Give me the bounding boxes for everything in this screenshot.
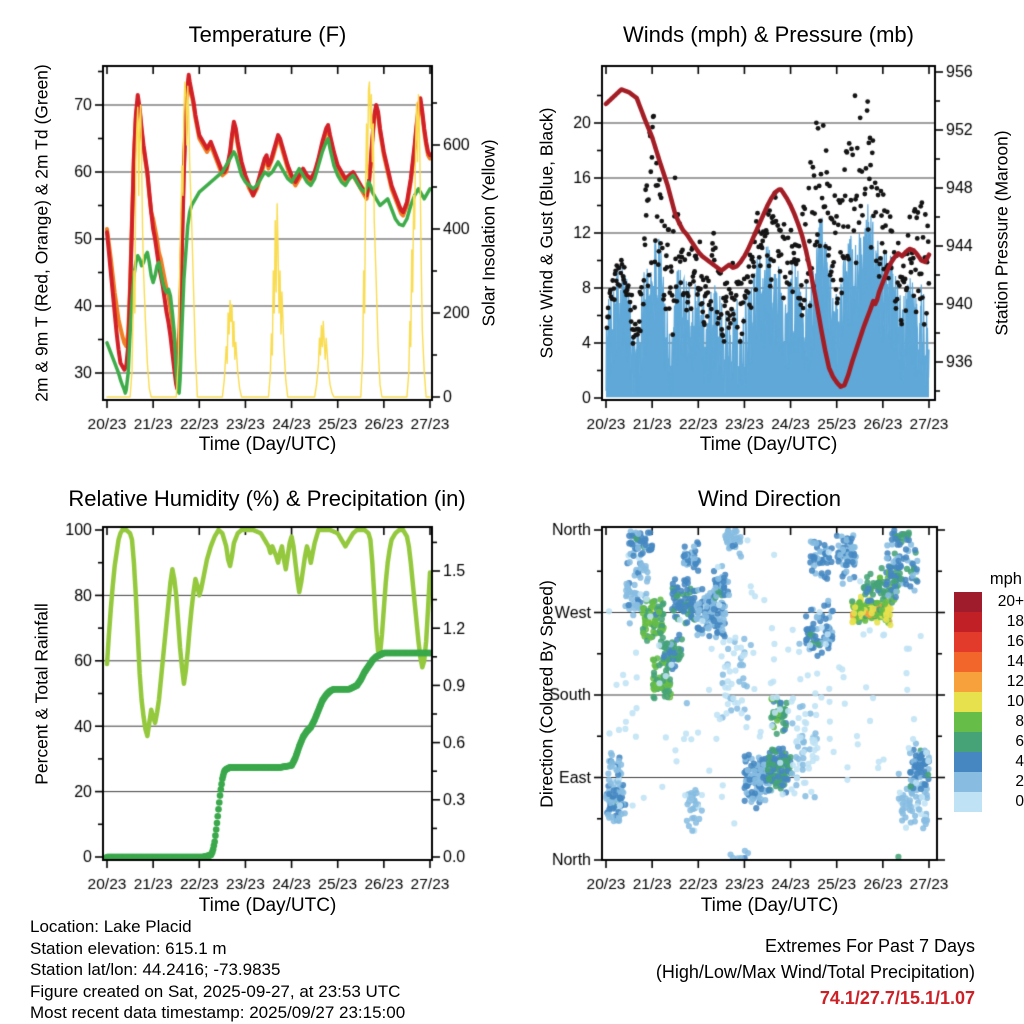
ylabel-pressure: Station Pressure (Maroon) (991, 130, 1012, 336)
colorbar (954, 570, 1024, 812)
colorbar-swatch (954, 712, 982, 732)
footer-created: Figure created on Sat, 2025-09-27, at 23:53 UTC (30, 981, 401, 1001)
colorbar-entry (954, 692, 1024, 712)
colorbar-label: 18 (1006, 613, 1024, 630)
extremes-block (656, 933, 975, 1011)
colorbar-label: 2 (1015, 773, 1024, 790)
xlabel-humidity: Time (Day/UTC) (198, 895, 337, 916)
colorbar-entry (954, 632, 1024, 652)
title-winds-pressure: Winds (mph) & Pressure (mb) (623, 22, 914, 47)
footer-location: Location: Lake Placid (30, 917, 192, 936)
ylabel-direction: Direction (Colored By Speed) (536, 580, 557, 808)
colorbar-swatch (954, 752, 982, 772)
extremes-subtitle: (High/Low/Max Wind/Total Precipitation) (655, 962, 975, 982)
colorbar-label: 20+ (997, 593, 1024, 610)
colorbar-entry (954, 712, 1024, 732)
colorbar-entry (954, 672, 1024, 692)
colorbar-entry (954, 752, 1024, 772)
colorbar-title: mph (989, 570, 1022, 588)
title-humidity-precip: Relative Humidity (%) & Precipitation (in) (68, 486, 466, 511)
colorbar-swatch (954, 632, 982, 652)
station-footer (30, 916, 405, 1024)
colorbar-entry (954, 592, 1024, 612)
xlabel-winds: Time (Day/UTC) (699, 434, 838, 455)
colorbar-swatch (954, 692, 982, 712)
footer-elevation: Station elevation: 615.1 m (30, 938, 227, 958)
colorbar-swatch (954, 672, 982, 692)
colorbar-entry (954, 772, 1024, 792)
colorbar-swatch (954, 652, 982, 672)
colorbar-label: 16 (1006, 633, 1024, 650)
ylabel-solar: Solar Insolation (Yellow) (478, 139, 499, 327)
colorbar-label: 8 (1015, 713, 1024, 730)
extremes-title: Extremes For Past 7 Days (764, 936, 975, 956)
ylabel-wind-gust: Sonic Wind & Gust (Blue, Black) (536, 107, 557, 359)
xlabel-temperature: Time (Day/UTC) (198, 434, 337, 455)
colorbar-entry (954, 652, 1024, 672)
colorbar-label: 6 (1015, 733, 1024, 750)
colorbar-swatch (954, 772, 982, 792)
colorbar-entry (954, 792, 1024, 812)
colorbar-label: 10 (1006, 693, 1024, 710)
colorbar-label: 14 (1006, 653, 1024, 670)
title-wind-direction: Wind Direction (697, 486, 842, 511)
ylabel-temperature: 2m & 9m T (Red, Orange) & 2m Td (Green) (31, 64, 52, 402)
footer-latlon: Station lat/lon: 44.2416; -73.9835 (30, 960, 281, 980)
title-temperature: Temperature (F) (188, 22, 347, 47)
colorbar-swatch (954, 592, 982, 612)
colorbar-swatch (954, 792, 982, 812)
colorbar-entry (954, 612, 1024, 632)
colorbar-swatch (954, 612, 982, 632)
xlabel-direction: Time (Day/UTC) (700, 895, 839, 916)
colorbar-entry (954, 732, 1024, 752)
colorbar-label: 12 (1006, 673, 1024, 690)
extremes-values: 74.1/27.7/15.1/1.07 (819, 988, 975, 1008)
ylabel-percent-rainfall: Percent & Total Rainfall (31, 603, 52, 785)
footer-timestamp: Most recent data timestamp: 2025/09/27 23:15:00 (30, 1003, 406, 1023)
colorbar-label: 4 (1015, 753, 1024, 770)
colorbar-label: 0 (1015, 793, 1024, 810)
colorbar-swatch (954, 732, 982, 752)
